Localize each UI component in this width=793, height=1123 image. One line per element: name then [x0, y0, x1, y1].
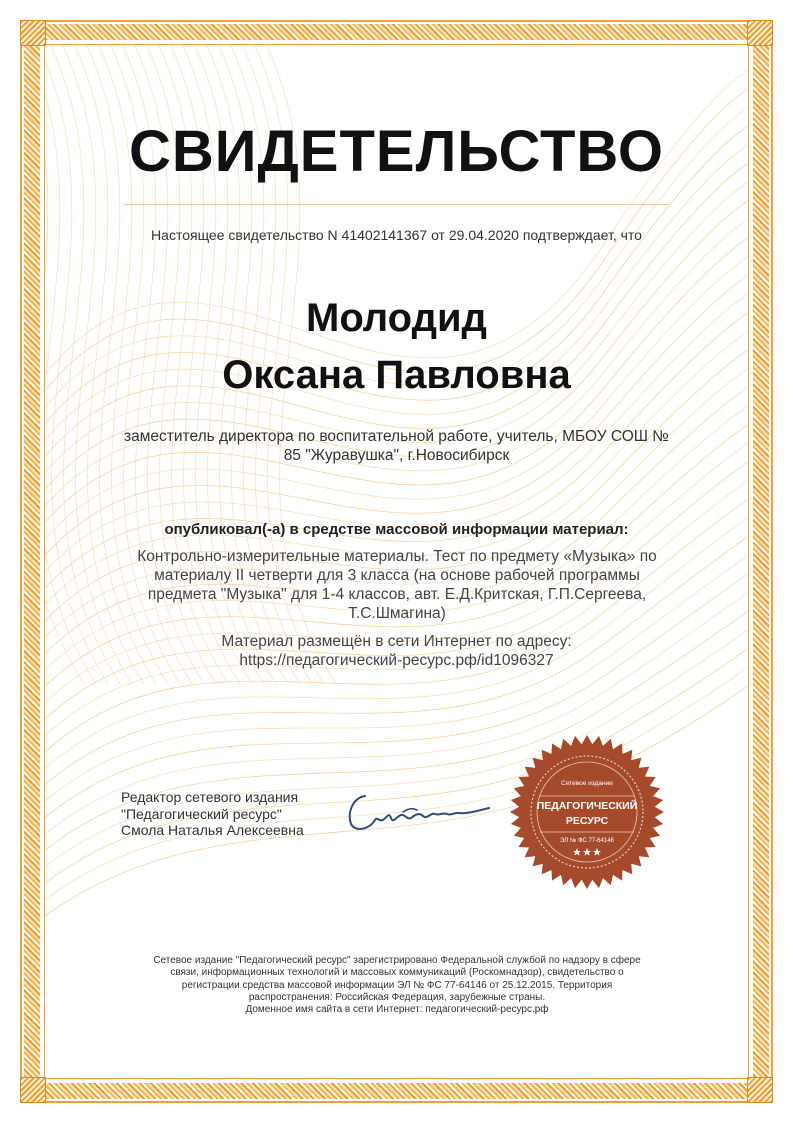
placed-label: Материал размещён в сети Интернет по адресу: — [221, 633, 572, 650]
seal-main-line-2: РЕСУРС — [565, 815, 609, 827]
footer-line-3: регистрации средства массовой информации ЭЛ № ФС 77-64146 от 25.12.2015. Территория — [181, 979, 613, 991]
material-description: Контрольно-измерительные материалы. Тест по предмету «Музыка» по материалу II четверти для 3 класса (на основе рабочей программы предмета "Музыка" для 1-4 классов, авт. Е.Д.Критская, Г.П.Сергеева, Т.С.Шмагина) — [137, 548, 657, 622]
editor-line-3: Смола Наталья Алексеевна — [121, 822, 304, 838]
frame-corner-bottom-left — [20, 1077, 46, 1103]
recipient-given-names: Оксана Павловна — [222, 353, 571, 397]
placed-url: https://педагогический-ресурс.рф/id1096327 — [239, 652, 554, 669]
footer-line-2: связи, информационных технологий и массовых коммуникаций (Роскомнадзор), свидетельство о — [170, 967, 624, 979]
certificate-title: СВИДЕТЕЛЬСТВО — [129, 119, 664, 184]
recipient-position: заместитель директора по воспитательной работе, учитель, МБОУ СОШ № 85 "Журавушка", г.Новосибирск — [124, 428, 669, 464]
seal-top-text: Сетевое издание — [561, 780, 613, 787]
frame-corner-bottom-right — [747, 1077, 773, 1103]
frame-corner-top-right — [747, 20, 773, 46]
frame-corner-top-left — [20, 20, 46, 46]
editor-line-2: "Педагогический ресурс" — [121, 805, 282, 822]
certificate-number-line: Настоящее свидетельство N 41402141367 от 29.04.2020 подтверждает, что — [151, 227, 642, 243]
legal-footer — [112, 955, 682, 1016]
editor-line-1: Редактор сетевого издания — [121, 789, 299, 805]
editor-signature — [343, 782, 493, 847]
seal-graphic — [508, 733, 666, 891]
recipient-surname: Молодид — [306, 296, 487, 340]
title-divider — [124, 204, 669, 205]
seal-reg-text: ЭЛ № ФС 77-64146 — [560, 838, 614, 844]
footer-line-5: Доменное имя сайта в сети Интернет: педагогический-ресурс.рф — [245, 1004, 549, 1016]
footer-line-4: распространения: Российская Федерация, зарубежные страны. — [248, 991, 546, 1003]
published-heading: опубликовал(-а) в средстве массовой информации материал: — [164, 521, 629, 538]
editor-block — [121, 789, 304, 839]
seal-main-line-1: ПЕДАГОГИЧЕСКИЙ — [536, 800, 638, 812]
footer-line-1: Сетевое издание "Педагогический ресурс" зарегистрировано Федеральной службой по надзору в сфере — [153, 955, 641, 966]
publisher-seal — [508, 733, 666, 896]
